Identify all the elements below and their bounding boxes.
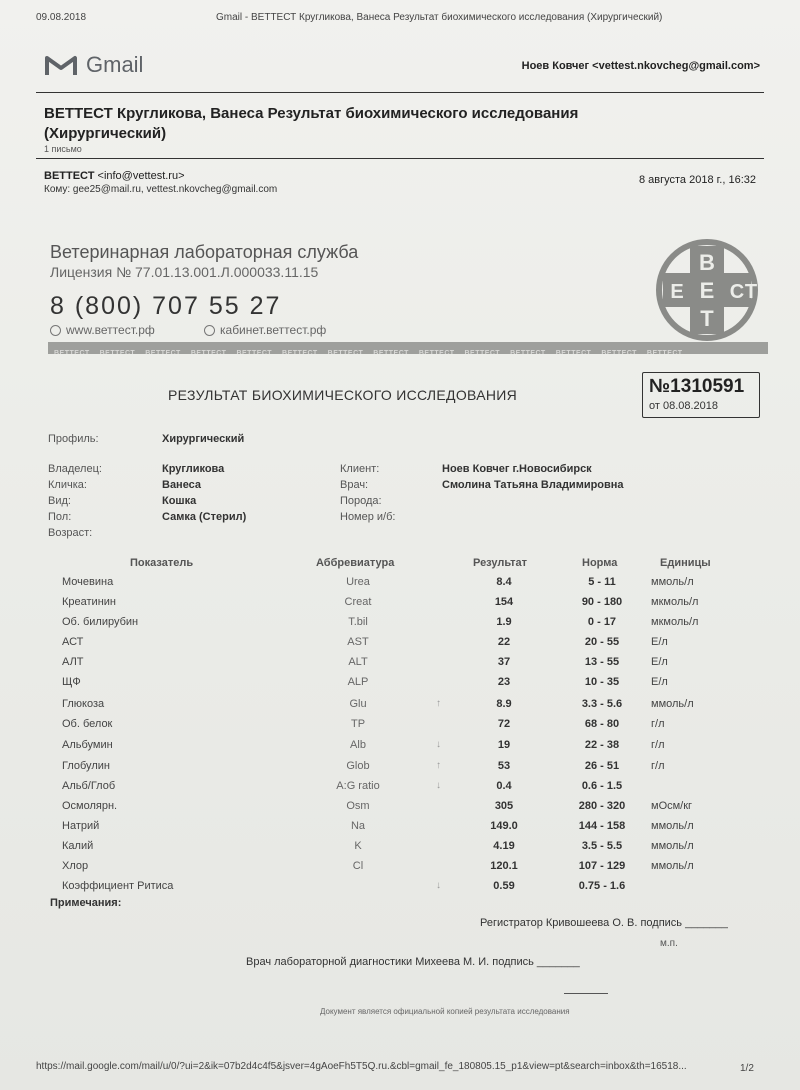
row-abbr: Glu bbox=[349, 698, 367, 710]
row-result: 0.4 bbox=[496, 780, 512, 792]
subject-divider bbox=[36, 158, 764, 159]
signature-line bbox=[564, 993, 608, 994]
row-name: Калий bbox=[62, 840, 94, 852]
doctor-label: Врач: bbox=[340, 479, 369, 491]
website-text: www.веттест.рф bbox=[66, 323, 155, 337]
breed-label: Порода: bbox=[340, 495, 382, 507]
row-norm: 144 - 158 bbox=[578, 820, 626, 832]
row-result: 4.19 bbox=[493, 840, 515, 852]
row-name: Об. билирубин bbox=[62, 616, 139, 628]
row-unit: Е/л bbox=[651, 636, 668, 648]
send-date: 8 августа 2018 г., 16:32 bbox=[638, 174, 756, 186]
strip-text: ВЕТТЕСТ bbox=[54, 350, 90, 354]
row-result: 23 bbox=[497, 676, 511, 688]
table-row bbox=[0, 736, 800, 756]
row-norm: 3.5 - 5.5 bbox=[581, 840, 623, 852]
vettest-logo bbox=[655, 238, 759, 347]
sender-name: ВЕТТЕСТ bbox=[44, 170, 95, 182]
history-number-label: Номер и/б: bbox=[340, 511, 396, 523]
lab-license: Лицензия № 77.01.13.001.Л.000033.11.15 bbox=[50, 264, 319, 280]
row-name: Альбумин bbox=[62, 739, 113, 751]
globe-icon bbox=[50, 325, 61, 336]
client-label: Клиент: bbox=[340, 463, 380, 475]
table-row bbox=[0, 633, 800, 653]
nickname-value: Ванеса bbox=[162, 479, 202, 491]
row-flag: ↑ bbox=[436, 760, 441, 771]
row-result: 1.9 bbox=[496, 616, 512, 628]
row-norm: 107 - 129 bbox=[578, 860, 626, 872]
profile-label: Профиль: bbox=[48, 433, 99, 445]
stamp-place: м.п. bbox=[660, 938, 678, 949]
row-norm: 13 - 55 bbox=[584, 656, 620, 668]
logo-letter-s: С bbox=[729, 281, 745, 303]
table-row bbox=[0, 817, 800, 837]
logo-letter-e: Е bbox=[699, 278, 715, 303]
document-number: №1310591 bbox=[649, 376, 745, 397]
row-name: Мочевина bbox=[62, 576, 114, 588]
row-name: Коэффициент Ритиса bbox=[62, 880, 174, 892]
table-row bbox=[0, 653, 800, 673]
row-result: 0.59 bbox=[493, 880, 515, 892]
account-email: Ноев Ковчег <vettest.nkovcheg@gmail.com> bbox=[521, 60, 760, 72]
table-row bbox=[0, 573, 800, 593]
row-unit: мОсм/кг bbox=[651, 800, 693, 812]
row-unit: ммоль/л bbox=[651, 820, 694, 832]
col-header-abbr: Аббревиатура bbox=[316, 557, 395, 569]
row-norm: 5 - 11 bbox=[588, 576, 616, 588]
row-abbr: Alb bbox=[350, 739, 366, 751]
row-unit: Е/л bbox=[651, 676, 668, 688]
row-result: 120.1 bbox=[490, 860, 518, 872]
document-number-date: от 08.08.2018 bbox=[649, 400, 719, 412]
gmail-wordmark: Gmail bbox=[86, 52, 144, 77]
row-flag: ↓ bbox=[436, 739, 441, 750]
row-unit: г/л bbox=[651, 739, 665, 751]
table-row bbox=[0, 777, 800, 797]
row-norm: 3.3 - 5.6 bbox=[581, 698, 623, 710]
message-count: 1 письмо bbox=[44, 144, 82, 154]
row-abbr: Cl bbox=[352, 860, 364, 872]
gmail-envelope-icon bbox=[44, 53, 78, 77]
species-value: Кошка bbox=[162, 495, 197, 507]
row-abbr: Na bbox=[350, 820, 366, 832]
row-norm: 0 - 17 bbox=[587, 616, 617, 628]
header-divider bbox=[36, 92, 764, 93]
row-result: 37 bbox=[497, 656, 511, 668]
lab-name: Ветеринарная лабораторная служба bbox=[50, 242, 359, 262]
profile-value: Хирургический bbox=[162, 433, 245, 445]
document-title: РЕЗУЛЬТАТ БИОХИМИЧЕСКОГО ИССЛЕДОВАНИЯ bbox=[168, 387, 518, 403]
row-flag: ↓ bbox=[436, 780, 441, 791]
col-header-result: Результат bbox=[473, 557, 528, 569]
row-unit: ммоль/л bbox=[651, 860, 694, 872]
row-result: 22 bbox=[497, 636, 511, 648]
logo-letter-t2: Е bbox=[670, 281, 684, 303]
row-abbr: Creat bbox=[344, 596, 372, 608]
doctor-value: Смолина Татьяна Владимировна bbox=[442, 479, 624, 491]
print-title: Gmail - ВЕТТЕСТ Кругликова, Ванеса Результат биохимического исследования (Хирургический) bbox=[216, 12, 663, 23]
row-norm: 280 - 320 bbox=[578, 800, 626, 812]
row-norm: 20 - 55 bbox=[584, 636, 620, 648]
row-abbr: Osm bbox=[346, 800, 370, 812]
row-result: 53 bbox=[497, 760, 511, 772]
table-row bbox=[0, 593, 800, 613]
row-name: АСТ bbox=[62, 636, 84, 648]
lab-phone: 8 (800) 707 55 27 bbox=[50, 292, 282, 320]
table-row bbox=[0, 757, 800, 777]
row-name: Хлор bbox=[62, 860, 89, 872]
row-abbr: ALT bbox=[348, 656, 368, 668]
nickname-label: Кличка: bbox=[48, 479, 87, 491]
table-row bbox=[0, 877, 800, 897]
row-unit: ммоль/л bbox=[651, 698, 694, 710]
row-abbr: ALP bbox=[347, 676, 369, 688]
registrar-signature: Регистратор Кривошеева О. В. подпись _______ bbox=[480, 917, 728, 929]
row-result: 72 bbox=[497, 718, 511, 730]
row-unit: мкмоль/л bbox=[651, 616, 699, 628]
row-result: 149.0 bbox=[490, 820, 518, 832]
age-label: Возраст: bbox=[48, 527, 93, 539]
gmail-logo bbox=[44, 52, 143, 78]
vettest-watermark-strip: ВЕТТЕСТ ВЕТТЕСТ ВЕТТЕСТ ВЕТТЕСТ ВЕТТЕСТ ВЕТТЕСТ ВЕТТЕСТ ВЕТТЕСТ ВЕТТЕСТ ВЕТТЕСТ ВЕТТЕСТ ВЕТТЕСТ ВЕТТЕСТ ВЕТТЕСТ bbox=[48, 342, 768, 354]
row-abbr: A:G ratio bbox=[336, 780, 380, 792]
row-unit: г/л bbox=[651, 760, 665, 772]
sex-value: Самка (Стерил) bbox=[162, 511, 247, 523]
official-copy-note: Документ является официальной копией результата исследования bbox=[320, 1007, 570, 1016]
row-abbr: T.bil bbox=[348, 616, 368, 628]
row-name: Глобулин bbox=[62, 760, 110, 772]
row-name: Осмолярн. bbox=[62, 800, 118, 812]
row-flag: ↑ bbox=[436, 698, 441, 709]
row-result: 305 bbox=[494, 800, 514, 812]
logo-letter-v: В bbox=[699, 250, 715, 275]
col-header-unit: Единицы bbox=[660, 557, 711, 569]
table-row bbox=[0, 797, 800, 817]
row-abbr: TP bbox=[350, 718, 366, 730]
row-name: Глюкоза bbox=[62, 698, 105, 710]
recipients: Кому: gee25@mail.ru, vettest.nkovcheg@gmail.com bbox=[44, 184, 278, 195]
row-unit: мкмоль/л bbox=[651, 596, 699, 608]
row-abbr: Glob bbox=[346, 760, 370, 772]
logo-letter-t3: Т bbox=[744, 281, 758, 303]
table-row bbox=[0, 715, 800, 735]
row-norm: 0.6 - 1.5 bbox=[581, 780, 623, 792]
lab-cabinet bbox=[204, 323, 326, 337]
row-norm: 26 - 51 bbox=[584, 760, 620, 772]
row-name: Натрий bbox=[62, 820, 100, 832]
sender-line bbox=[44, 170, 185, 182]
row-norm: 90 - 180 bbox=[581, 596, 623, 608]
document-number-box bbox=[642, 372, 760, 418]
sex-label: Пол: bbox=[48, 511, 72, 523]
row-unit: ммоль/л bbox=[651, 840, 694, 852]
sender-email: <info@vettest.ru> bbox=[97, 170, 185, 182]
row-norm: 0.75 - 1.6 bbox=[578, 880, 626, 892]
species-label: Вид: bbox=[48, 495, 71, 507]
row-result: 8.9 bbox=[496, 698, 512, 710]
table-row bbox=[0, 857, 800, 877]
table-row bbox=[0, 673, 800, 693]
row-unit: ммоль/л bbox=[651, 576, 694, 588]
col-header-name: Показатель bbox=[130, 557, 194, 569]
print-url: https://mail.google.com/mail/u/0/?ui=2&ik=07b2d4c4f5&jsver=4gAoeFh5T5Q.ru.&cbl=gmail_fe_180805.15_p1&view=pt&search=inbox&th=16518... bbox=[36, 1061, 687, 1072]
row-norm: 10 - 35 bbox=[584, 676, 620, 688]
col-header-norm: Норма bbox=[582, 557, 618, 569]
table-row bbox=[0, 837, 800, 857]
email-subject: ВЕТТЕСТ Кругликова, Ванеса Результат биохимического исследования (Хирургический) bbox=[44, 105, 579, 142]
row-name: Об. белок bbox=[62, 718, 113, 730]
row-name: Креатинин bbox=[62, 596, 116, 608]
row-unit: г/л bbox=[651, 718, 665, 730]
row-abbr: K bbox=[354, 840, 362, 852]
lab-website bbox=[50, 323, 155, 337]
row-unit: Е/л bbox=[651, 656, 668, 668]
row-norm: 22 - 38 bbox=[584, 739, 620, 751]
row-norm: 68 - 80 bbox=[584, 718, 620, 730]
row-result: 19 bbox=[497, 739, 511, 751]
row-abbr: Urea bbox=[346, 576, 370, 588]
row-abbr: AST bbox=[347, 636, 369, 648]
table-row bbox=[0, 613, 800, 633]
table-row bbox=[0, 695, 800, 715]
row-flag: ↓ bbox=[436, 880, 441, 891]
doctor-signature: Врач лабораторной диагностики Михеева М. И. подпись _______ bbox=[246, 956, 580, 968]
owner-label: Владелец: bbox=[48, 463, 102, 475]
row-name: Альб/Глоб bbox=[62, 780, 116, 792]
logo-letter-t: Т bbox=[700, 306, 714, 331]
row-name: АЛТ bbox=[62, 656, 84, 668]
print-date: 09.08.2018 bbox=[36, 12, 87, 23]
owner-value: Кругликова bbox=[162, 463, 225, 475]
globe-icon bbox=[204, 325, 215, 336]
client-value: Ноев Ковчег г.Новосибирск bbox=[442, 463, 592, 475]
row-result: 8.4 bbox=[496, 576, 512, 588]
page-number: 1/2 bbox=[740, 1063, 754, 1074]
cabinet-text: кабинет.веттест.рф bbox=[220, 323, 327, 337]
row-result: 154 bbox=[494, 596, 514, 608]
row-name: ЩФ bbox=[62, 676, 81, 688]
notes-label: Примечания: bbox=[50, 897, 122, 909]
